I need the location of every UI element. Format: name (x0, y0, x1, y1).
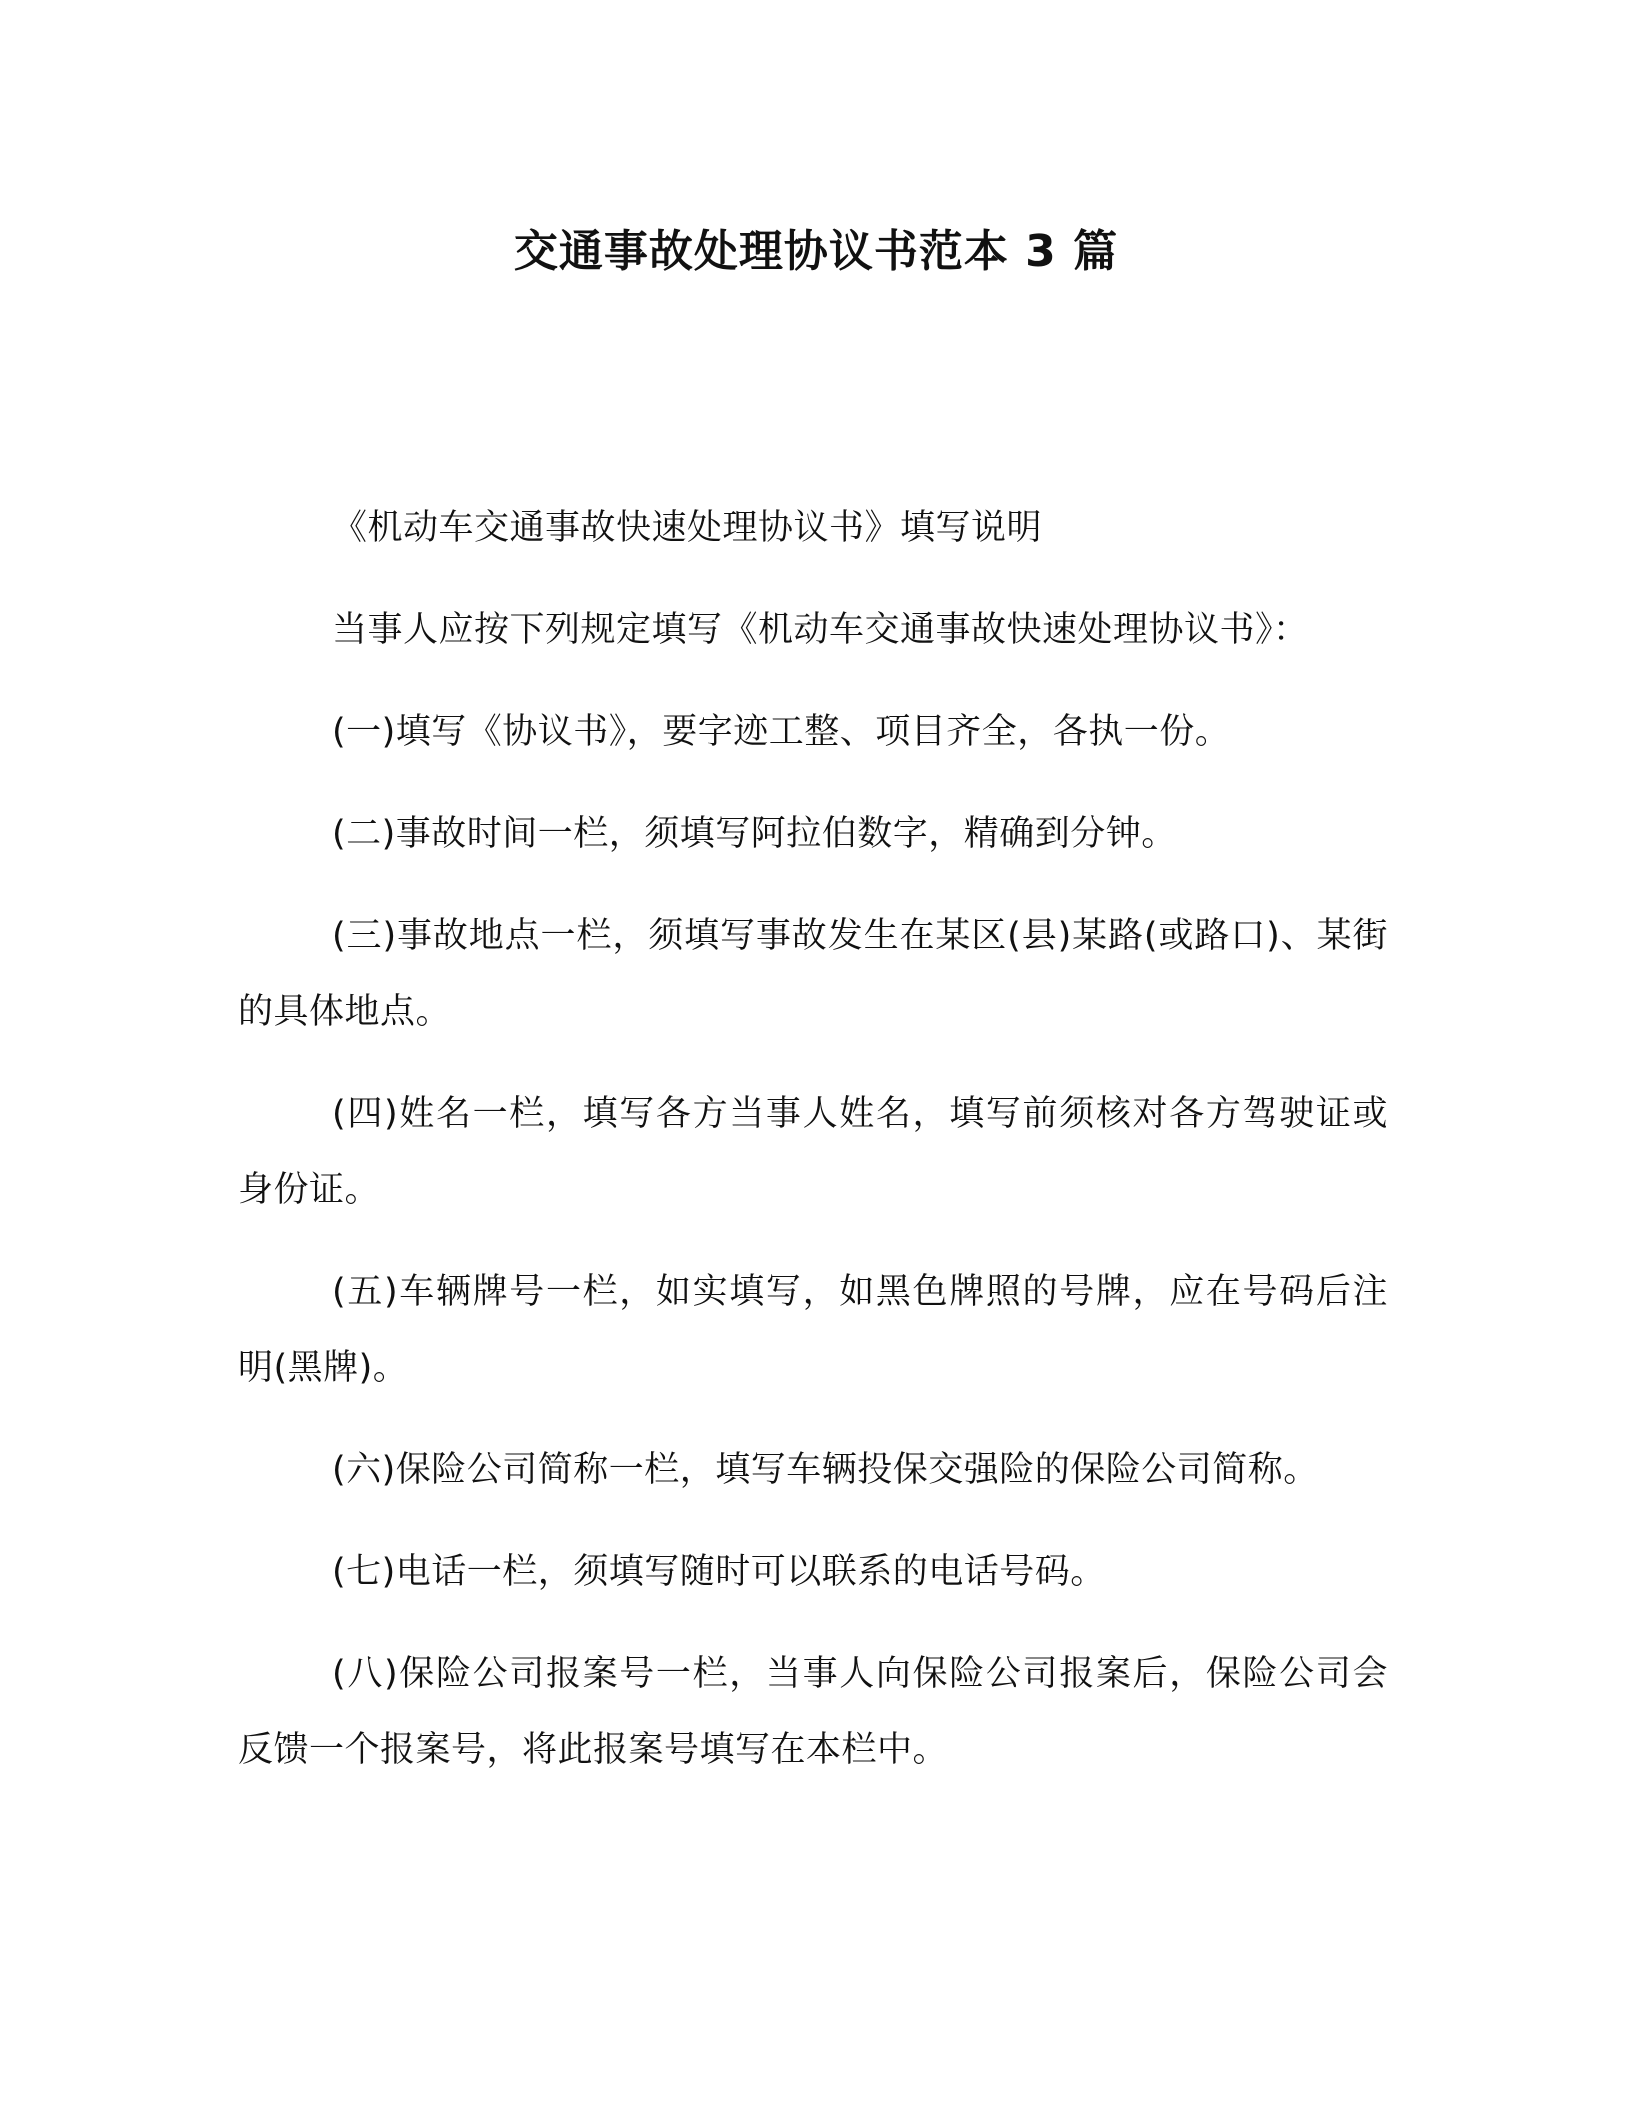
paragraph-item-5: (五)车辆牌号一栏，如实填写，如黑色牌照的号牌，应在号码后注明(黑牌)。 (238, 1272, 1388, 1388)
paragraph-item-3: (三)事故地点一栏，须填写事故发生在某区(县)某路(或路口)、某街的具体地点。 (238, 916, 1388, 1032)
paragraph-intro: 当事人应按下列规定填写《机动车交通事故快速处理协议书》： (332, 610, 1309, 650)
paragraph-item-1: (一)填写《协议书》，要字迹工整、项目齐全，各执一份。 (332, 712, 1231, 752)
paragraph-item-2: (二)事故时间一栏，须填写阿拉伯数字，精确到分钟。 (332, 814, 1177, 854)
paragraph-item-7: (七)电话一栏，须填写随时可以联系的电话号码。 (332, 1552, 1106, 1592)
document-body (238, 490, 1388, 1814)
paragraph-item-8: (八)保险公司报案号一栏，当事人向保险公司报案后，保险公司会反馈一个报案号，将此报案号填写在本栏中。 (238, 1654, 1388, 1770)
paragraph-item-4: (四)姓名一栏，填写各方当事人姓名，填写前须核对各方驾驶证或身份证。 (238, 1094, 1388, 1210)
paragraph-heading: 《机动车交通事故快速处理协议书》填写说明 (332, 508, 1043, 548)
document-title: 交通事故处理协议书范本 3 篇 (513, 226, 1119, 277)
paragraph-item-6: (六)保险公司简称一栏，填写车辆投保交强险的保险公司简称。 (332, 1450, 1319, 1490)
